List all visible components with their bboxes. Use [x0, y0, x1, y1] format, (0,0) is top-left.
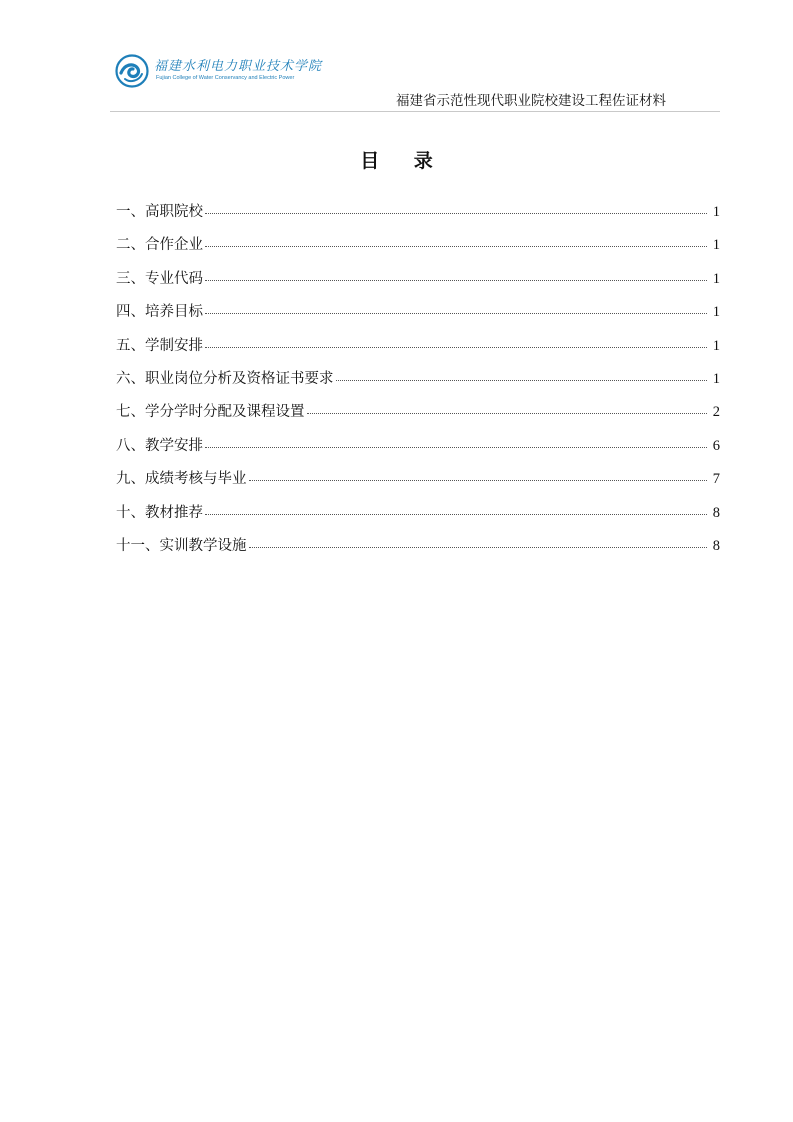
- toc-entry-page: 7: [712, 471, 720, 488]
- toc-entry-page: 1: [712, 237, 720, 254]
- toc-entry[interactable]: [116, 367, 720, 400]
- logo-chinese-name: 福建水利电力职业技术学院: [154, 59, 323, 74]
- toc-entry-page: 8: [712, 537, 720, 554]
- toc-entry[interactable]: [116, 200, 720, 233]
- toc-leader-dots: [205, 514, 707, 515]
- toc-entry-page: 6: [712, 437, 720, 454]
- logo-english-name: Fujian College of Water Conservancy and Electric Power: [156, 75, 295, 81]
- toc-entry-page: 1: [712, 370, 720, 387]
- toc-entry-label: 四、培养目标: [116, 304, 203, 321]
- toc-entry-page: 1: [712, 270, 720, 287]
- toc-entry-page: 8: [712, 504, 720, 521]
- toc-entry-label: 九、成绩考核与毕业: [116, 471, 247, 488]
- college-emblem-icon: [114, 54, 150, 88]
- toc-entry[interactable]: [116, 434, 720, 467]
- toc-entry[interactable]: [116, 501, 720, 534]
- toc-entry[interactable]: [116, 233, 720, 266]
- toc-leader-dots: [205, 347, 707, 348]
- toc-entry-label: 三、专业代码: [116, 270, 203, 287]
- toc-leader-dots: [249, 480, 708, 481]
- header-title: 福建省示范性现代职业院校建设工程佐证材料: [396, 93, 666, 109]
- toc-entry[interactable]: [116, 267, 720, 300]
- toc-title: 目 录: [360, 150, 447, 172]
- toc-entry-label: 八、教学安排: [116, 437, 203, 454]
- header-divider: [110, 111, 720, 112]
- toc-leader-dots: [205, 280, 707, 281]
- toc-entry-page: 2: [712, 404, 720, 421]
- toc-leader-dots: [205, 246, 707, 247]
- college-logo: [114, 54, 322, 88]
- toc-entry-label: 二、合作企业: [116, 237, 203, 254]
- toc-leader-dots: [249, 547, 708, 548]
- toc-entry[interactable]: [116, 534, 720, 567]
- toc-entry-label: 一、高职院校: [116, 204, 203, 220]
- toc-leader-dots: [307, 413, 708, 414]
- table-of-contents: [116, 200, 720, 567]
- toc-entry-page: 1: [712, 304, 720, 321]
- toc-entry-page: 1: [712, 204, 720, 220]
- toc-entry[interactable]: [116, 467, 720, 500]
- toc-entry-label: 六、职业岗位分析及资格证书要求: [116, 370, 334, 387]
- toc-entry-label: 十一、实训教学设施: [116, 537, 247, 554]
- toc-entry-label: 七、学分学时分配及课程设置: [116, 404, 305, 421]
- toc-entry-label: 五、学制安排: [116, 337, 203, 354]
- toc-entry[interactable]: [116, 300, 720, 333]
- toc-entry-label: 十、教材推荐: [116, 504, 203, 521]
- toc-entry-page: 1: [712, 337, 720, 354]
- toc-leader-dots: [205, 447, 707, 448]
- toc-leader-dots: [205, 213, 707, 214]
- toc-leader-dots: [205, 313, 707, 314]
- toc-leader-dots: [336, 380, 708, 381]
- toc-entry[interactable]: [116, 400, 720, 433]
- toc-entry[interactable]: [116, 334, 720, 367]
